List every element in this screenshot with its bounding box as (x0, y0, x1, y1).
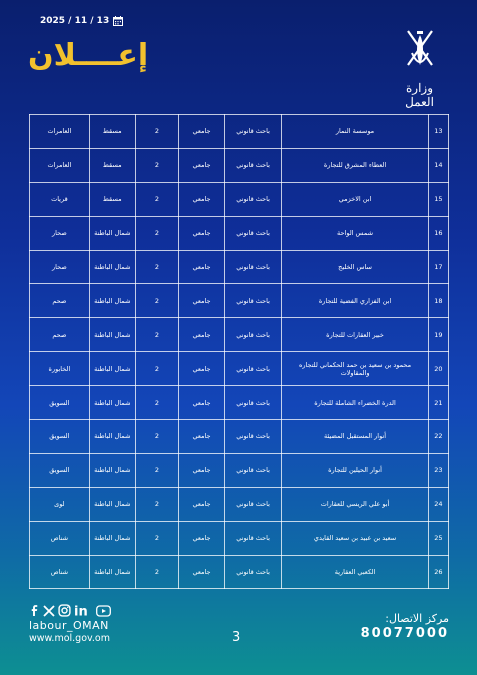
job-title-cell: باحث قانوني (224, 318, 281, 352)
education-cell: جامعي (179, 148, 225, 182)
count-cell: 2 (135, 420, 178, 454)
governorate-cell: مسقط (89, 148, 135, 182)
table-row (30, 352, 449, 386)
company-name-cell: أنوار الحيلين للتجارة (282, 453, 429, 487)
governorate-cell: شمال الباطنة (89, 318, 135, 352)
row-number-cell: 23 (428, 453, 448, 487)
company-name-cell: سعيد بن عبيد بن سعيد القايدي (282, 521, 429, 555)
count-cell: 2 (135, 555, 178, 589)
job-title-cell: باحث قانوني (224, 216, 281, 250)
education-cell: جامعي (179, 318, 225, 352)
governorate-cell: شمال الباطنة (89, 352, 135, 386)
row-number-cell: 17 (428, 250, 448, 284)
table-row (30, 250, 449, 284)
contact-label: مركز الاتصال: (385, 612, 449, 625)
wilayat-cell: العامرات (30, 148, 90, 182)
company-name-cell: ساس الخليج (282, 250, 429, 284)
x-icon[interactable] (43, 605, 55, 617)
facebook-icon[interactable] (29, 605, 40, 616)
page-title: إعــــلان (28, 38, 149, 73)
table-row (30, 148, 449, 182)
education-cell: جامعي (179, 284, 225, 318)
count-cell: 2 (135, 250, 178, 284)
governorate-cell: مسقط (89, 182, 135, 216)
ministry-logo (392, 25, 447, 109)
education-cell: جامعي (179, 182, 225, 216)
youtube-icon[interactable] (96, 605, 111, 617)
education-cell: جامعي (179, 250, 225, 284)
job-title-cell: باحث قانوني (224, 182, 281, 216)
count-cell: 2 (135, 284, 178, 318)
wilayat-cell: صحم (30, 318, 90, 352)
wilayat-cell: السويق (30, 453, 90, 487)
governorate-cell: شمال الباطنة (89, 216, 135, 250)
oman-emblem-icon (400, 25, 440, 75)
jobs-table (29, 114, 449, 589)
company-name-cell: أبو علي الريسي للعقارات (282, 487, 429, 521)
row-number-cell: 15 (428, 182, 448, 216)
count-cell: 2 (135, 453, 178, 487)
company-name-cell: الدرة الخضراء الشاملة للتجارة (282, 386, 429, 420)
row-number-cell: 20 (428, 352, 448, 386)
company-name-cell: الكعبي العقارية (282, 555, 429, 589)
count-cell: 2 (135, 182, 178, 216)
education-cell: جامعي (179, 420, 225, 454)
governorate-cell: شمال الباطنة (89, 453, 135, 487)
job-title-cell: باحث قانوني (224, 250, 281, 284)
row-number-cell: 25 (428, 521, 448, 555)
instagram-icon[interactable] (58, 604, 71, 617)
table-row (30, 555, 449, 589)
wilayat-cell: الخابورة (30, 352, 90, 386)
ministry-name: وزارة العمل (405, 81, 434, 109)
table-row (30, 521, 449, 555)
job-title-cell: باحث قانوني (224, 148, 281, 182)
company-name-cell: موسسة النمار (282, 115, 429, 149)
education-cell: جامعي (179, 352, 225, 386)
row-number-cell: 13 (428, 115, 448, 149)
contact-center (361, 612, 449, 641)
count-cell: 2 (135, 487, 178, 521)
count-cell: 2 (135, 216, 178, 250)
wilayat-cell: شناص (30, 521, 90, 555)
job-title-cell: باحث قانوني (224, 521, 281, 555)
company-name-cell: محمود بن سعيد بن حمد الحكماني للتجاره والمقاولات (282, 352, 429, 386)
row-number-cell: 26 (428, 555, 448, 589)
education-cell: جامعي (179, 453, 225, 487)
count-cell: 2 (135, 148, 178, 182)
job-title-cell: باحث قانوني (224, 453, 281, 487)
wilayat-cell: السويق (30, 420, 90, 454)
count-cell: 2 (135, 115, 178, 149)
governorate-cell: شمال الباطنة (89, 386, 135, 420)
wilayat-cell: صحار (30, 216, 90, 250)
governorate-cell: شمال الباطنة (89, 487, 135, 521)
contact-number[interactable]: 80077000 (360, 626, 449, 641)
social-icons (29, 604, 111, 617)
svg-text:in: in (74, 604, 88, 617)
job-title-cell: باحث قانوني (224, 487, 281, 521)
education-cell: جامعي (179, 487, 225, 521)
announcement-date (40, 16, 123, 26)
company-name-cell: شمس الواحة (282, 216, 429, 250)
table-row (30, 453, 449, 487)
governorate-cell: شمال الباطنة (89, 521, 135, 555)
company-name-cell: ابن الفزاري الفضية للتجارة (282, 284, 429, 318)
job-title-cell: باحث قانوني (224, 352, 281, 386)
governorate-cell: شمال الباطنة (89, 284, 135, 318)
job-title-cell: باحث قانوني (224, 555, 281, 589)
table-row (30, 182, 449, 216)
wilayat-cell: شناص (30, 555, 90, 589)
table-row (30, 420, 449, 454)
governorate-cell: شمال الباطنة (89, 250, 135, 284)
social-footer (29, 604, 111, 644)
wilayat-cell: صحم (30, 284, 90, 318)
website-link[interactable]: www.mol.gov.om (29, 633, 110, 644)
date-text: 2025 / 11 / 13 (40, 16, 110, 26)
job-title-cell: باحث قانوني (224, 420, 281, 454)
count-cell: 2 (135, 386, 178, 420)
linkedin-icon[interactable] (74, 604, 93, 617)
table-row (30, 386, 449, 420)
wilayat-cell: قريات (30, 182, 90, 216)
governorate-cell: مسقط (89, 115, 135, 149)
row-number-cell: 16 (428, 216, 448, 250)
social-handle[interactable]: labour_OMAN (29, 619, 109, 632)
row-number-cell: 24 (428, 487, 448, 521)
company-name-cell: العطاء المشرق للتجارة (282, 148, 429, 182)
education-cell: جامعي (179, 521, 225, 555)
company-name-cell: خبير العقارات للتجارة (282, 318, 429, 352)
job-title-cell: باحث قانوني (224, 284, 281, 318)
company-name-cell: أنوار المستقبل المضيئة (282, 420, 429, 454)
row-number-cell: 19 (428, 318, 448, 352)
row-number-cell: 18 (428, 284, 448, 318)
table-row (30, 115, 449, 149)
row-number-cell: 21 (428, 386, 448, 420)
wilayat-cell: صحار (30, 250, 90, 284)
wilayat-cell: لوى (30, 487, 90, 521)
row-number-cell: 14 (428, 148, 448, 182)
table-row (30, 318, 449, 352)
job-title-cell: باحث قانوني (224, 386, 281, 420)
wilayat-cell: السويق (30, 386, 90, 420)
wilayat-cell: العامرات (30, 115, 90, 149)
row-number-cell: 22 (428, 420, 448, 454)
governorate-cell: شمال الباطنة (89, 420, 135, 454)
table-row (30, 284, 449, 318)
count-cell: 2 (135, 318, 178, 352)
education-cell: جامعي (179, 386, 225, 420)
page-number: 3 (232, 630, 241, 645)
company-name-cell: ابن الاخزمي (282, 182, 429, 216)
count-cell: 2 (135, 352, 178, 386)
job-title-cell: باحث قانوني (224, 115, 281, 149)
table-row (30, 487, 449, 521)
education-cell: جامعي (179, 555, 225, 589)
education-cell: جامعي (179, 115, 225, 149)
calendar-icon (113, 16, 123, 26)
governorate-cell: شمال الباطنة (89, 555, 135, 589)
count-cell: 2 (135, 521, 178, 555)
table-row (30, 216, 449, 250)
education-cell: جامعي (179, 216, 225, 250)
